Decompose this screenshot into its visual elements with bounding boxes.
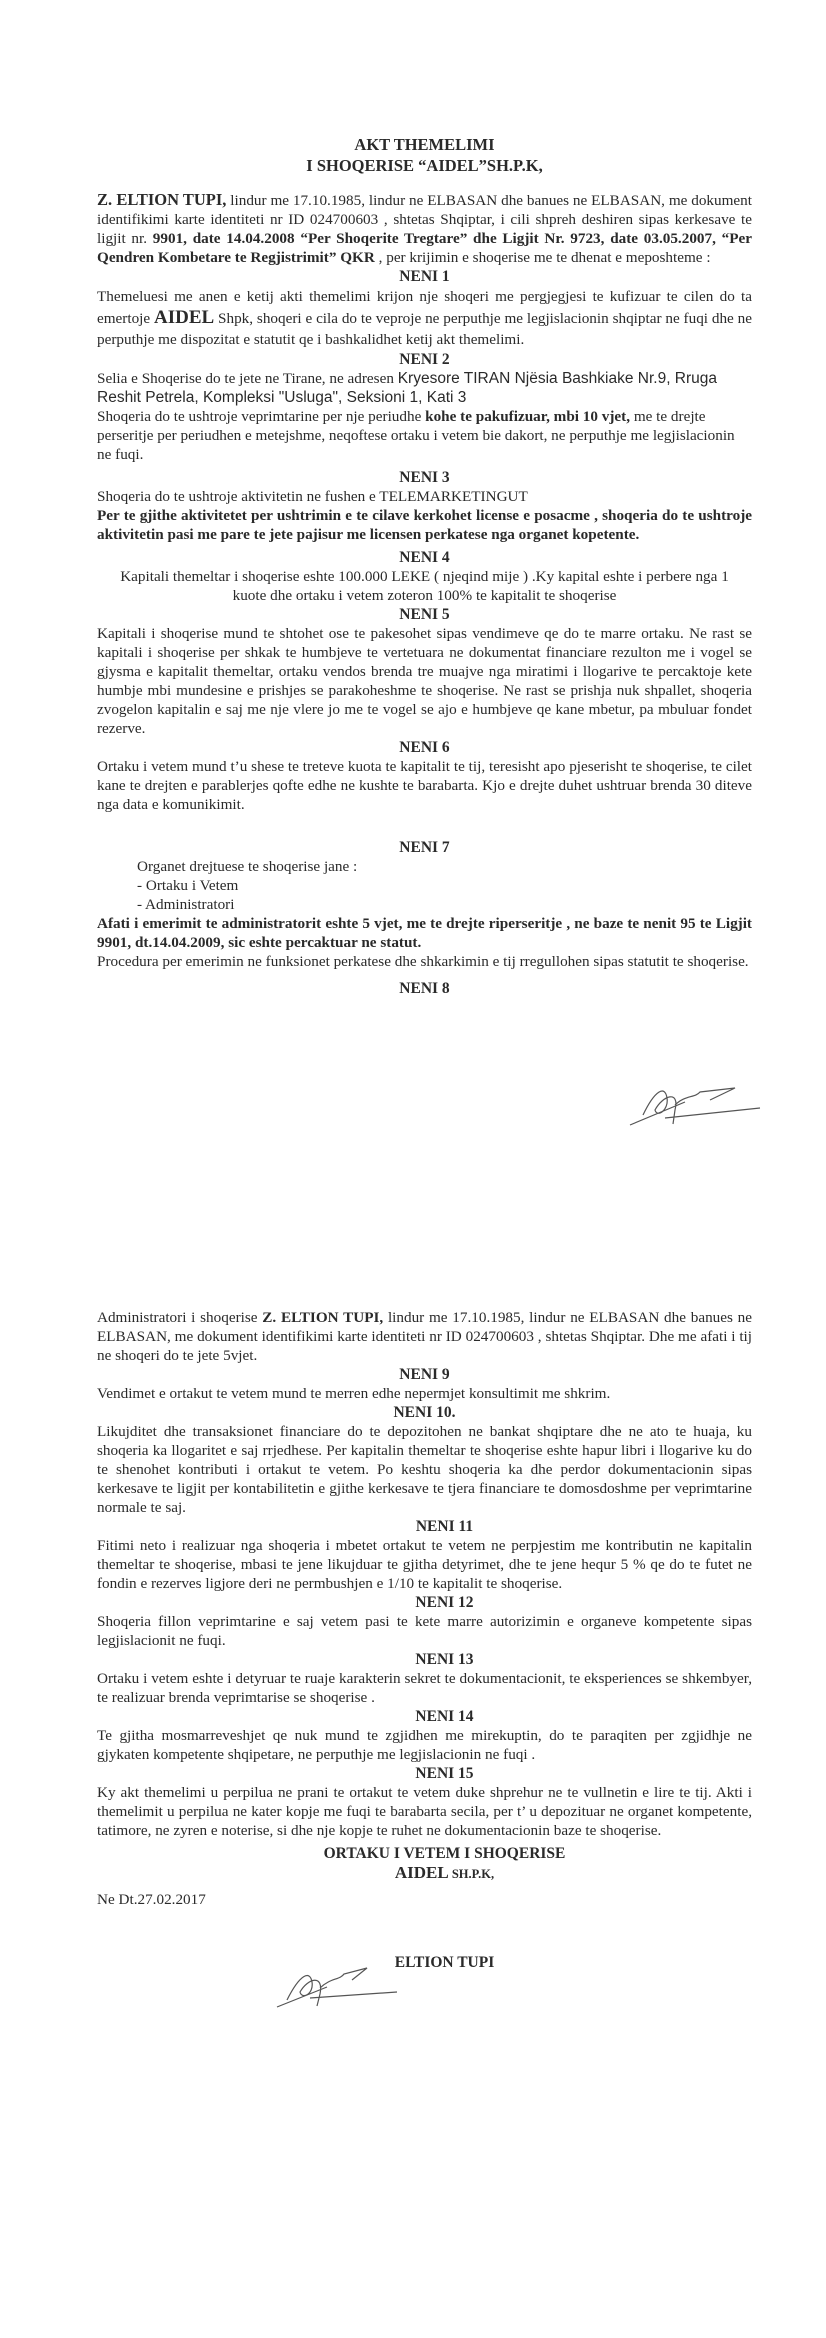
document-date: Ne Dt.27.02.2017 — [97, 1891, 206, 1908]
neni-1-text: Themeluesi me anen e ketij akti themelimi krijon nje shoqeri me pergjegjesi te kufizuar te cilen do ta emertoje AIDEL Shpk, shoqeri e cila do te veproje ne perputhje me legjislacionin shqiptar ne fuqi dhe ne perputhje me dispozitat e statutit qe i bashkalidhet ketij akt themelimi. — [97, 288, 752, 348]
neni-2-duration: Shoqeria do te ushtroje veprimtarine per nje periudhe kohe te pakufizuar, mbi 10 vjet, me te drejte perseritje per periudhen e metejshme, neqoftese ortaku i vetem bie dakort, ne perputhje me legjislacionin ne fuqi. — [97, 408, 735, 463]
signature-image — [625, 1080, 765, 1130]
neni-1-heading: NENI 1 — [399, 268, 450, 285]
doc-subtitle: I SHOQERISE “AIDEL”SH.P.K, — [306, 156, 543, 175]
neni-7-heading: NENI 7 — [399, 839, 450, 856]
neni-7-item: - Administratori — [137, 896, 235, 913]
neni-7-intro: Organet drejtuese te shoqerise jane : — [137, 858, 358, 875]
signature-image — [272, 1962, 397, 2012]
neni-11-heading: NENI 11 — [415, 1518, 474, 1535]
neni-9-text: Vendimet e ortakut te vetem mund te merren edhe nepermjet konsultimit me shkrim. — [97, 1385, 611, 1402]
neni-15-text: Ky akt themelimi u perpilua ne prani te ortakut te vetem duke shprehur ne te vullnetin e lire te tij. Akti i themelimit u perpilua ne kater kopje me fuqi te barabarta secila, per t’ u depozituar ne organet kompetente, tatimore, ne zyren e noterise, si dhe nje kopje te ruhet ne dokumentacionin baze te shoqerise. — [97, 1784, 752, 1839]
neni-3-license: Per te gjithe aktivitetet per ushtrimin e te cilave kerkohet license e posacme , shoqeria do te ushtroje aktivitetin pasi me pare te jete pajisur me licensen perkatese nga organet kopetente. — [97, 507, 752, 543]
neni-13-heading: NENI 13 — [415, 1651, 474, 1668]
neni-2-address: Selia e Shoqerise do te jete ne Tirane, ne adresen Kryesore TIRAN Njësia Bashkiake Nr.9, Rruga Reshit Petrela, Kompleksi "Usluga", Seksioni 1, Kati 3 — [97, 370, 718, 406]
neni-12-heading: NENI 12 — [415, 1594, 474, 1611]
doc-title: AKT THEMELIMI — [354, 135, 495, 154]
neni-7-term: Afati i emerimit te administratorit eshte 5 vjet, me te drejte riperseritje , ne baze te nenit 95 te Ligjit 9901, dt.14.04.2009, sic eshte percaktuar ne statut. — [97, 915, 752, 951]
neni-8-heading: NENI 8 — [399, 980, 450, 997]
neni-10-text: Likujditet dhe transaksionet financiare do te depozitohen ne bankat shqiptare dhe ne ato te huaja, ku shoqeria ka llogaritet e saj rrjedhese. Per kapitalin themeltar te shoqerise eshte hapur libri i llogarive ku do te shenohet kontributi i ortakut te vetem. Po keshtu shoqeria ka dhe perdor dokumentacionin sipas kerkesave te ligjit per kontabilitetin e gjithe kerkesave te tjera financiare te domosdoshme per veprimtarine normale te saj. — [97, 1423, 752, 1516]
neni-11-text: Fitimi neto i realizuar nga shoqeria i mbetet ortakut te vetem ne perpjestim me kontributin ne kapitalin themeltar te shoqerise, mbasi te jene likujduar te gjitha detyrimet, dhe te jene hequr 5 % qe do te futet ne fondin e rezerves ligjore deri ne permbushjen e 1/10 te kapitalit te shoqerise. — [97, 1537, 752, 1592]
neni-7-procedure: Procedura per emerimin ne funksionet perkatese dhe shkarkimin e tij rregullohen sipas statutit te shoqerise. — [97, 953, 749, 970]
closing-company: AIDEL SH.P.K, — [394, 1863, 495, 1882]
neni-4-heading: NENI 4 — [399, 549, 450, 566]
neni-3-text: Shoqeria do te ushtroje aktivitetin ne fushen e TELEMARKETINGUT — [97, 488, 528, 505]
neni-5-text: Kapitali i shoqerise mund te shtohet ose te pakesohet sipas vendimeve qe do te marre ortaku. Ne rast se kapitali i shoqerise per shkak te humbjeve te vertetuara ne dokumentat financiare rezulton me i vogel se gjysma e kapitalit themeltar, ortaku vendos brenda tre muajve nga miratimi i llogarive te percaktoje kete humbje mbi mundesine e prishjes se parakoheshme te shoqerise. Ne rast se prishja nuk shpallet, shoqeria zvogelon kapitalin e saj me nje vlere jo me te vogel se ajo e humbjeve qe kane mbetur, pa mbuluar fondet rezerve. — [97, 625, 752, 737]
neni-9-heading: NENI 9 — [399, 1366, 450, 1383]
closing-title: ORTAKU I VETEM I SHOQERISE — [323, 1845, 566, 1862]
intro-paragraph: Z. ELTION TUPI, lindur me 17.10.1985, lindur ne ELBASAN dhe banues ne ELBASAN, me dokument identifikimi karte identiteti nr ID 024700603 , shtetas Shqiptar, i cili shpreh deshiren sipas kerkesave te ligjit nr. 9901, date 14.04.2008 “Per Shoqerite Tregtare” dhe Ligjit Nr. 9723, date 03.05.2007, “Per Qendren Kombetare te Regjistrimit” QKR , per krijimin e shoqerise me te dhenat e meposhteme : — [97, 190, 752, 266]
neni-14-heading: NENI 14 — [415, 1708, 474, 1725]
neni-15-heading: NENI 15 — [415, 1765, 474, 1782]
signer-name: ELTION TUPI — [394, 1954, 495, 1971]
administrator-paragraph: Administratori i shoqerise Z. ELTION TUPI, lindur me 17.10.1985, lindur ne ELBASAN dhe banues ne ELBASAN, me dokument identifikimi karte identiteti nr ID 024700603 , shtetas Shqiptar. Dhe me afati i tij ne shoqeri do te jete 5vjet. — [97, 1309, 752, 1364]
neni-6-text: Ortaku i vetem mund t’u shese te treteve kuota te kapitalit te tij, teresisht apo pjeserisht te shoqerise, te cilet kane te drejten e parablerjes qofte edhe ne kushte te barabarta. Kjo e drejte duhet ushtruar brenda 30 diteve nga data e komunikimit. — [97, 758, 752, 813]
neni-2-heading: NENI 2 — [399, 351, 450, 368]
neni-4-text: Kapitali themeltar i shoqerise eshte 100.000 LEKE ( njeqind mije ) .Ky kapital eshte i perbere nga 1 kuote dhe ortaku i vetem zoteron 100% te kapitalit te shoqerise — [120, 568, 729, 604]
neni-3-heading: NENI 3 — [399, 469, 450, 486]
neni-13-text: Ortaku i vetem eshte i detyruar te ruaje karakterin sekret te dokumentacionit, te eksperiences se shkembyer, te realizuar brenda veprimtarise se shoqerise . — [97, 1670, 752, 1706]
page-2 — [97, 1308, 752, 1972]
page-1 — [97, 134, 752, 998]
neni-7-item: - Ortaku i Vetem — [137, 877, 239, 894]
neni-10-heading: NENI 10. — [393, 1404, 456, 1421]
neni-6-heading: NENI 6 — [399, 739, 450, 756]
neni-5-heading: NENI 5 — [399, 606, 450, 623]
neni-14-text: Te gjitha mosmarreveshjet qe nuk mund te zgjidhen me mirekuptin, do te paraqiten per zgjidhje ne gjykaten kompetente shqipetare, ne perputhje me legjislacionin ne fuqi . — [97, 1727, 752, 1763]
neni-12-text: Shoqeria fillon veprimtarine e saj vetem pasi te kete marre autorizimin e organeve kompetente sipas legjislacionit ne fuqi. — [97, 1613, 752, 1649]
